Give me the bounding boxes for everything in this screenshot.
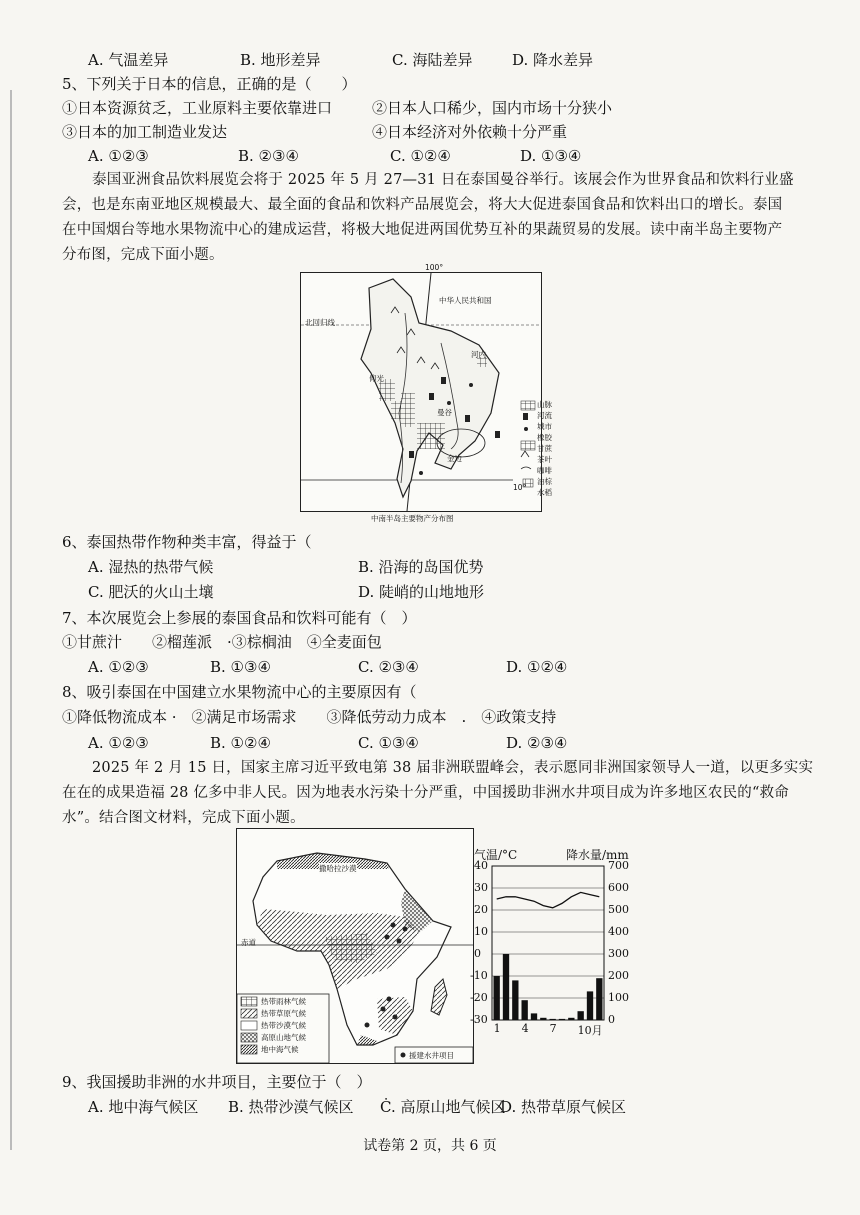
legend-rubber: 橡胶 (537, 433, 552, 442)
q8-items: ①降低物流成本 · ②满足市场需求 ③降低劳动力成本 . ④政策支持 (62, 708, 557, 726)
indochina-map-drawing (301, 273, 541, 511)
month-tick-label: 7 (549, 1022, 557, 1035)
q4-option-d: D. 降水差异 (512, 51, 594, 69)
precip-tick-label: 400 (608, 925, 629, 938)
map1-latitude-label: 10° (513, 483, 527, 492)
month-tick-label: 1 (493, 1022, 501, 1035)
precip-tick-label: 700 (608, 859, 629, 872)
legend-tea: 茶叶 (537, 455, 552, 464)
q9-option-c: Ċ. 高原山地气候区 (380, 1098, 506, 1116)
temp-tick-label: 20 (474, 903, 488, 916)
map1-hanoi-label: 河内 (471, 350, 486, 359)
q5-statement-4: ④日本经济对外依赖十分严重 (372, 123, 568, 141)
temp-tick-label: 0 (474, 947, 481, 960)
q4-option-b: B. 地形差异 (240, 51, 321, 69)
map1-legend (537, 399, 552, 498)
q4-option-a: A. 气温差异 (88, 51, 169, 69)
temp-tick-label: -30 (470, 1013, 488, 1026)
climate-chart (470, 846, 634, 1046)
legend-tropical-savanna: 热带草原气候 (261, 1009, 306, 1018)
q8-option-b: B. ①②④ (210, 734, 271, 752)
q5-statement-2: ②日本人口稀少，国内市场十分狭小 (372, 99, 613, 117)
precip-tick-label: 600 (608, 881, 629, 894)
q5-option-d: D. ①③④ (520, 147, 582, 165)
precip-tick-label: 100 (608, 991, 629, 1004)
map1-longitude-label: 100° (425, 263, 444, 272)
q8-option-c: C. ①③④ (358, 734, 419, 752)
precip-bar (512, 980, 518, 1020)
q5-option-b: B. ②③④ (238, 147, 299, 165)
q6-option-a: A. 湿热的热带气候 (88, 558, 214, 576)
q6-option-b: B. 沿海的岛国优势 (358, 558, 484, 576)
legend-oil-palm: 油棕 (537, 477, 552, 486)
precip-bar (503, 954, 509, 1020)
precip-tick-label: 300 (608, 947, 629, 960)
q6-option-d: D. 陡峭的山地地形 (358, 583, 485, 601)
temp-tick-label: -10 (470, 969, 488, 982)
thai-passage-line-3: 在中国烟台等地水果物流中心的建成运营，将极大地促进两国优势互补的果蔬贸易的发展。读中南半岛主要物产 (62, 222, 783, 238)
q6-stem: 6、泰国热带作物种类丰富，得益于（ (62, 533, 312, 551)
map2-equator-label: 赤道 (241, 938, 256, 947)
q8-option-a: A. ①②③ (88, 734, 149, 752)
precip-tick-label: 500 (608, 903, 629, 916)
precip-axis-label: 降水量/mm (566, 848, 629, 862)
legend-highland: 高原山地气候 (261, 1033, 306, 1042)
legend-river: 河流 (537, 411, 552, 420)
temp-tick-label: 30 (474, 881, 488, 894)
precip-tick-label: 200 (608, 969, 629, 982)
legend-sugarcane: 甘蔗 (537, 444, 552, 453)
month-tick-label: 10月 (577, 1024, 603, 1037)
q7-items: ①甘蔗汁 ②榴莲派 ·③棕榈油 ④全麦面包 (62, 633, 382, 651)
thai-passage-line-1: 泰国亚洲食品饮料展览会将于 2025 年 5 月 27—31 日在泰国曼谷举行。该展会作为世界食品和饮料行业盛 (92, 172, 794, 188)
q5-option-c: C. ①②④ (390, 147, 451, 165)
q4-option-c: C. 海陆差异 (392, 51, 473, 69)
legend-coffee: 咖啡 (537, 466, 552, 475)
q5-option-a: A. ①②③ (88, 147, 149, 165)
africa-passage (62, 756, 842, 831)
q5-stem: 5、下列关于日本的信息，正确的是（ ） (62, 75, 357, 93)
thai-passage (62, 168, 842, 268)
map2-legend (261, 996, 306, 1056)
temp-tick-label: -20 (470, 991, 488, 1004)
africa-map (236, 828, 474, 1064)
q5-statement-1: ①日本资源贫乏，工业原料主要依靠进口 (62, 99, 333, 117)
q7-stem: 7、本次展览会上参展的泰国食品和饮料可能有（ ） (62, 609, 417, 627)
temp-axis-label: 气温/°C (474, 848, 518, 862)
legend-mediterranean: 地中海气候 (261, 1045, 299, 1054)
map1-tropic-label: 北回归线 (305, 318, 335, 327)
africa-passage-line-2: 在在的成果造福 28 亿多中非人民。因为地表水污染十分严重，中国援助非洲水井项目成为许多地区农民的“救命 (62, 785, 789, 801)
legend-tropical-rainforest: 热带雨林气候 (261, 997, 306, 1006)
q8-option-d: D. ②③④ (506, 734, 568, 752)
indochina-map (300, 263, 552, 523)
thai-passage-line-2: 会，也是东南亚地区规模最大、最全面的食品和饮料产品展览会，将大大促进泰国食品和饮料出口的增长。泰国 (62, 197, 783, 213)
precip-bar (578, 1011, 584, 1020)
q9-stem: 9、我国援助非洲的水井项目，主要位于（ ） (62, 1073, 372, 1091)
legend-city: 城市 (537, 422, 552, 431)
page-edge (10, 90, 12, 1150)
precip-bar (522, 1000, 528, 1020)
q9-option-b: B. 热带沙漠气候区 (228, 1098, 354, 1116)
map1-yangon-label: 仰光 (369, 374, 384, 383)
page-footer: 试卷第 2 页，共 6 页 (363, 1138, 497, 1154)
month-tick-label: 4 (521, 1022, 529, 1035)
temperature-series-line (497, 892, 600, 907)
q7-option-c: C. ②③④ (358, 658, 419, 676)
temp-tick-label: 10 (474, 925, 488, 938)
africa-passage-line-3: 水”。结合图文材料，完成下面小题。 (62, 810, 305, 826)
legend-rice: 水稻 (537, 488, 552, 497)
legend-tropical-desert: 热带沙漠气候 (261, 1021, 306, 1030)
q7-option-b: B. ①③④ (210, 658, 271, 676)
map1-china-label: 中华人民共和国 (439, 296, 492, 305)
thai-passage-line-4: 分布图，完成下面小题。 (62, 247, 224, 263)
precip-bar (587, 991, 593, 1020)
temp-tick-label: 40 (474, 859, 488, 872)
q7-option-a: A. ①②③ (88, 658, 149, 676)
map2-well-legend: 援建水井项目 (409, 1051, 454, 1060)
q5-statement-3: ③日本的加工制造业发达 (62, 123, 228, 141)
legend-mountain: 山脉 (537, 400, 552, 409)
precip-bar (494, 976, 500, 1020)
map1-caption: 中南半岛主要物产分布图 (371, 514, 454, 523)
precip-bar (531, 1013, 537, 1020)
map2-sahara-label: 撒哈拉沙漠 (319, 864, 357, 873)
map1-bangkok-label: 曼谷 (437, 408, 452, 417)
q9-option-d: D. 热带草原气候区 (500, 1098, 627, 1116)
q8-stem: 8、吸引泰国在中国建立水果物流中心的主要原因有（ (62, 683, 417, 701)
q7-option-d: D. ①②④ (506, 658, 568, 676)
africa-passage-line-1: 2025 年 2 月 15 日，国家主席习近平致电第 38 届非洲联盟峰会，表示愿同非洲国家领导人一道，以更多实实 (92, 760, 814, 776)
precip-bar (596, 978, 602, 1020)
q6-option-c: C. 肥沃的火山土壤 (88, 583, 214, 601)
precip-tick-label: 0 (608, 1013, 615, 1026)
q9-option-a: A. 地中海气候区 (88, 1098, 199, 1116)
map1-phnompenh-label: 金边 (447, 454, 462, 463)
